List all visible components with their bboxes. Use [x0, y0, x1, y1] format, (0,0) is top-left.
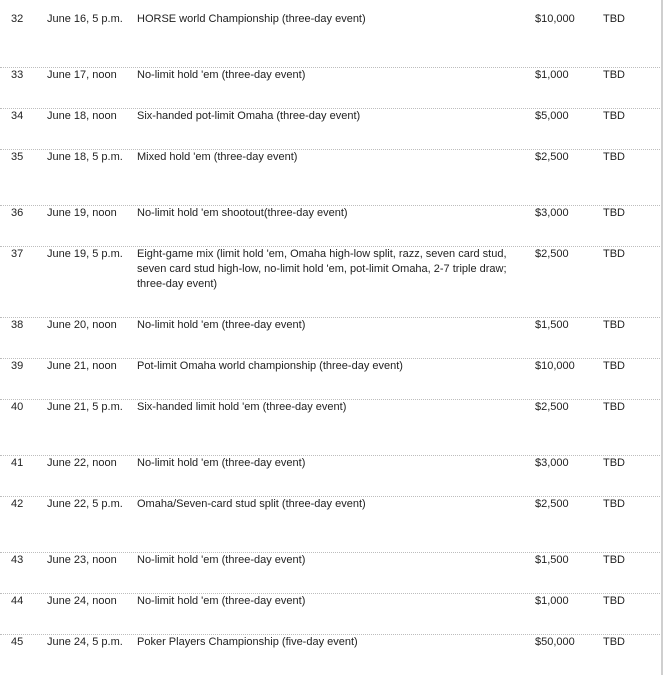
- table-row: [0, 206, 660, 247]
- event-date: June 21, 5 p.m.: [47, 401, 123, 413]
- table-row: [0, 400, 660, 456]
- event-name: HORSE world Championship (three-day event): [137, 13, 366, 25]
- event-winner: TBD: [603, 595, 625, 607]
- event-name: No-limit hold 'em shootout(three-day event): [137, 207, 348, 219]
- event-number: 41: [11, 457, 24, 469]
- event-name: Omaha/Seven-card stud split (three-day event): [137, 498, 366, 510]
- event-date: June 22, 5 p.m.: [47, 498, 123, 510]
- event-date: June 18, 5 p.m.: [47, 151, 123, 163]
- event-name: No-limit hold 'em (three-day event): [137, 554, 306, 566]
- event-name: No-limit hold 'em (three-day event): [137, 457, 306, 469]
- event-buyin: $2,500: [535, 498, 569, 510]
- event-winner: TBD: [603, 401, 625, 413]
- event-winner: TBD: [603, 319, 625, 331]
- event-buyin: $10,000: [535, 360, 575, 372]
- event-winner: TBD: [603, 151, 625, 163]
- table-row: [0, 594, 660, 635]
- event-winner: TBD: [603, 69, 625, 81]
- event-name: Mixed hold 'em (three-day event): [137, 151, 298, 163]
- event-number: 43: [11, 554, 24, 566]
- event-date: June 24, noon: [47, 595, 117, 607]
- event-buyin: $1,500: [535, 319, 569, 331]
- event-buyin: $1,500: [535, 554, 569, 566]
- event-date: June 18, noon: [47, 110, 117, 122]
- event-number: 33: [11, 69, 24, 81]
- table-row: [0, 553, 660, 594]
- event-winner: TBD: [603, 110, 625, 122]
- table-row: [0, 497, 660, 553]
- event-name: Six-handed pot-limit Omaha (three-day event): [137, 110, 361, 122]
- event-number: 40: [11, 401, 24, 413]
- event-winner: TBD: [603, 207, 625, 219]
- event-buyin: $1,000: [535, 595, 569, 607]
- event-winner: TBD: [603, 498, 625, 510]
- event-number: 36: [11, 207, 24, 219]
- table-row: [0, 12, 660, 68]
- event-date: June 16, 5 p.m.: [47, 13, 123, 25]
- event-number: 38: [11, 319, 24, 331]
- event-buyin: $2,500: [535, 401, 569, 413]
- event-date: June 19, noon: [47, 207, 117, 219]
- event-date: June 23, noon: [47, 554, 117, 566]
- table-row: [0, 318, 660, 359]
- event-buyin: $10,000: [535, 13, 575, 25]
- event-number: 39: [11, 360, 24, 372]
- event-winner: TBD: [603, 248, 625, 260]
- table-row: [0, 109, 660, 150]
- event-name: No-limit hold 'em (three-day event): [137, 595, 306, 607]
- event-date: June 19, 5 p.m.: [47, 248, 123, 260]
- event-date: June 17, noon: [47, 69, 117, 81]
- table-row: [0, 359, 660, 400]
- event-winner: TBD: [603, 457, 625, 469]
- event-winner: TBD: [603, 554, 625, 566]
- event-buyin: $3,000: [535, 207, 569, 219]
- event-number: 32: [11, 13, 24, 25]
- event-date: June 20, noon: [47, 319, 117, 331]
- event-name: Pot-limit Omaha world championship (three-day event): [137, 360, 403, 372]
- event-number: 45: [11, 636, 24, 648]
- table-row: [0, 635, 660, 691]
- event-buyin: $5,000: [535, 110, 569, 122]
- event-name: No-limit hold 'em (three-day event): [137, 69, 306, 81]
- event-number: 42: [11, 498, 24, 510]
- event-buyin: $3,000: [535, 457, 569, 469]
- event-buyin: $50,000: [535, 636, 575, 648]
- event-buyin: $2,500: [535, 248, 569, 260]
- event-number: 35: [11, 151, 24, 163]
- event-number: 37: [11, 248, 24, 260]
- table-row: [0, 247, 660, 318]
- event-number: 44: [11, 595, 24, 607]
- event-date: June 22, noon: [47, 457, 117, 469]
- table-row: [0, 68, 660, 109]
- event-name: Poker Players Championship (five-day event): [137, 636, 358, 648]
- event-buyin: $2,500: [535, 151, 569, 163]
- table-row: [0, 456, 660, 497]
- event-date: June 24, 5 p.m.: [47, 636, 123, 648]
- event-name: Six-handed limit hold 'em (three-day event): [137, 401, 347, 413]
- event-buyin: $1,000: [535, 69, 569, 81]
- table-row: [0, 150, 660, 206]
- event-date: June 21, noon: [47, 360, 117, 372]
- event-winner: TBD: [603, 360, 625, 372]
- event-number: 34: [11, 110, 24, 122]
- event-name: No-limit hold 'em (three-day event): [137, 319, 306, 331]
- event-winner: TBD: [603, 13, 625, 25]
- event-winner: TBD: [603, 636, 625, 648]
- event-schedule-table: [0, 12, 660, 691]
- event-name: Eight-game mix (limit hold 'em, Omaha high-low split, razz, seven card stud, seven card stud high-low, no-limit hold 'em, pot-limit Omaha, 2-7 triple draw; three-day event): [137, 248, 507, 290]
